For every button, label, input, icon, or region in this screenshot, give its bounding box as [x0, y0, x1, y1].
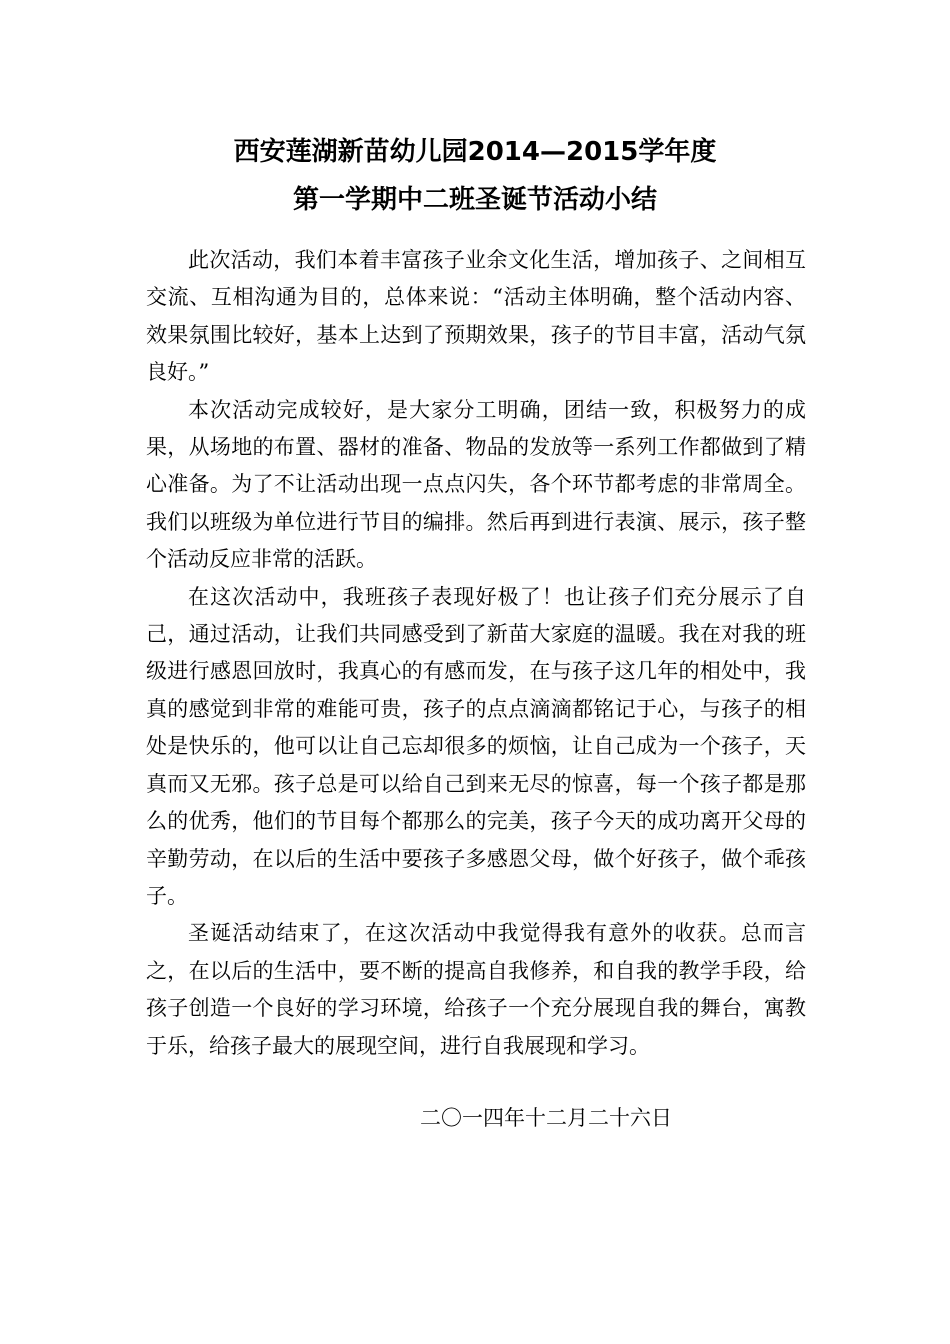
paragraph-2: 本次活动完成较好，是大家分工明确，团结一致，积极努力的成果，从场地的布置、器材的准备、物品的发放等一系列工作都做到了精心准备。为了不让活动出现一点点闪失，各个环节都考虑的非常周全。我们以班级为单位进行节目的编排。然后再到进行表演、展示，孩子整个活动反应非常的活跃。 [146, 397, 806, 572]
document-date: 二〇一四年十二月二十六日 [420, 1106, 672, 1130]
document-body [146, 242, 806, 1065]
title-line-2: 第一学期中二班圣诞节活动小结 [292, 185, 657, 215]
paragraph-1: 此次活动，我们本着丰富孩子业余文化生活，增加孩子、之间相互交流、互相沟通为目的，总体来说：“活动主体明确，整个活动内容、效果氛围比较好，基本上达到了预期效果，孩子的节目丰富，活动气氛良好。” [146, 248, 806, 385]
title-line-1: 西安莲湖新苗幼儿园2014—2015学年度 [233, 137, 717, 167]
paragraph-3: 在这次活动中，我班孩子表现好极了！也让孩子们充分展示了自己，通过活动，让我们共同感受到了新苗大家庭的温暖。我在对我的班级进行感恩回放时，我真心的有感而发，在与孩子这几年的相处中，我真的感觉到非常的难能可贵，孩子的点点滴滴都铭记于心，与孩子的相处是快乐的，他可以让自己忘却很多的烦恼，让自己成为一个孩子，天真而又无邪。孩子总是可以给自己到来无尽的惊喜，每一个孩子都是那么的优秀，他们的节目每个都那么的完美，孩子今天的成功离开父母的辛勤劳动，在以后的生活中要孩子多感恩父母，做个好孩子，做个乖孩子。 [146, 584, 806, 908]
paragraph-4: 圣诞活动结束了，在这次活动中我觉得我有意外的收获。总而言之，在以后的生活中，要不断的提高自我修养，和自我的教学手段，给孩子创造一个良好的学习环境，给孩子一个充分展现自我的舞台，寓教于乐，给孩子最大的展现空间，进行自我展现和学习。 [146, 921, 806, 1058]
document-title [0, 128, 950, 224]
